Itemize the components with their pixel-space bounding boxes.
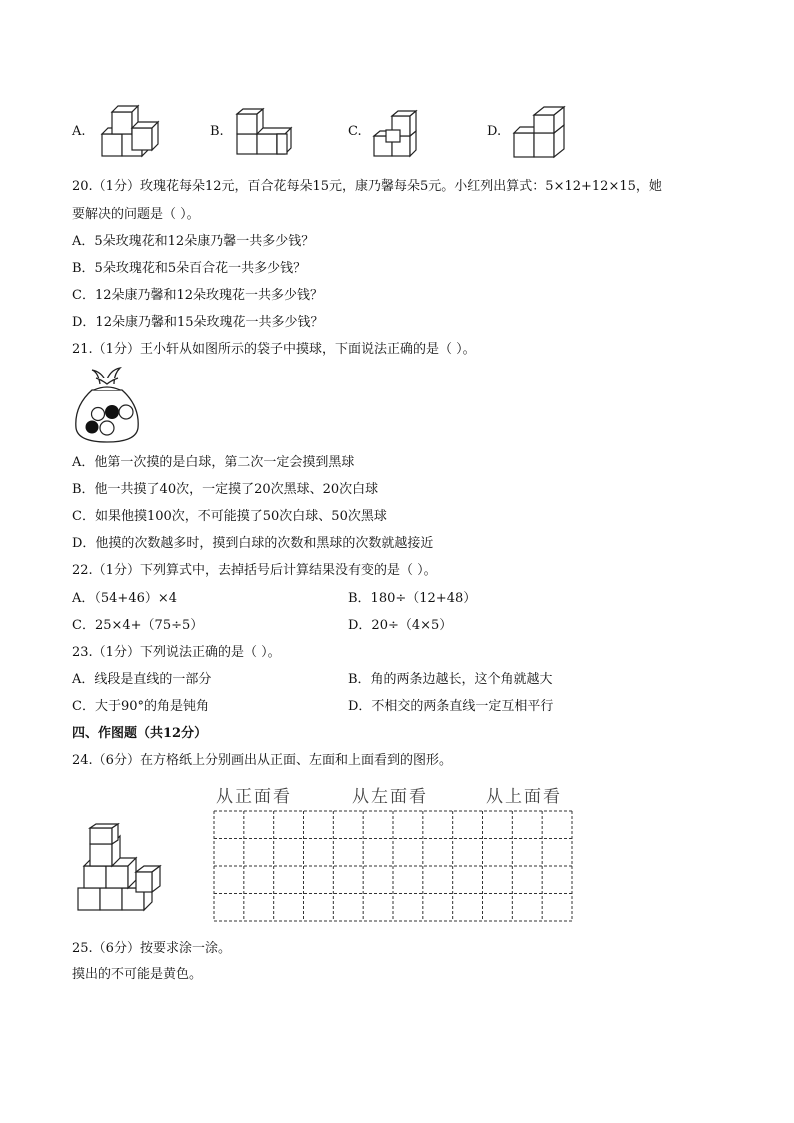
- q21-stem: 21.（1分）王小轩从如图所示的袋子中摸球，下面说法正确的是（ ）。: [72, 342, 476, 357]
- q19-option-a-figure: [100, 102, 160, 160]
- q22-stem: 22.（1分）下列算式中，去掉括号后计算结果没有变的是（ ）。: [72, 563, 437, 578]
- view-label-top: 从上面看: [486, 787, 562, 807]
- q23-stem: 23.（1分）下列说法正确的是（ ）。: [72, 645, 281, 660]
- q20-stem-line2: 要解决的问题是（ ）。: [72, 207, 200, 222]
- view-label-front: 从正面看: [216, 787, 292, 807]
- q21-option-c[interactable]: C．如果他摸100次，不可能摸了50次白球、50次黑球: [72, 509, 387, 524]
- q19-option-d-figure: [512, 103, 568, 161]
- cube-stack-figure: [76, 824, 166, 914]
- q21-option-d[interactable]: D．他摸的次数越多时，摸到白球的次数和黑球的次数就越接近: [72, 536, 434, 551]
- q23-option-d[interactable]: D．不相交的两条直线一定互相平行: [348, 699, 554, 714]
- q19-option-c-label: C.: [348, 124, 362, 139]
- q20-option-c[interactable]: C．12朵康乃馨和12朵玫瑰花一共多少钱？: [72, 288, 324, 303]
- q19-option-b-label: B.: [210, 124, 224, 139]
- q25-stem: 25.（6分）按要求涂一涂。: [72, 941, 231, 956]
- q21-option-b[interactable]: B．他一共摸了40次，一定摸了20次黑球、20次白球: [72, 482, 379, 497]
- ball-bag-image: [72, 366, 142, 444]
- q23-option-c[interactable]: C．大于90°的角是钝角: [72, 699, 209, 714]
- drawing-grid[interactable]: [213, 810, 573, 922]
- q22-option-d[interactable]: D．20÷（4×5）: [348, 618, 453, 633]
- q22-option-a[interactable]: A．（54+46）×4: [72, 591, 178, 606]
- q25-subtext: 摸出的不可能是黄色。: [72, 967, 203, 982]
- q20-option-b[interactable]: B．5朵玫瑰花和5朵百合花一共多少钱？: [72, 261, 307, 276]
- q19-option-b-figure: [235, 108, 295, 158]
- q22-option-c[interactable]: C．25×4+（75÷5）: [72, 618, 204, 633]
- q22-option-b[interactable]: B．180÷（12+48）: [348, 591, 477, 606]
- q24-stem: 24.（6分）在方格纸上分别画出从正面、左面和上面看到的图形。: [72, 753, 452, 768]
- q19-option-a-label: A.: [72, 124, 86, 139]
- view-label-left: 从左面看: [352, 787, 428, 807]
- section-4-title: 四、作图题（共12分）: [72, 726, 208, 741]
- q20-stem-line1: 20.（1分）玫瑰花每朵12元，百合花每朵15元，康乃馨每朵5元。小红列出算式：5×12+12×15，她: [72, 179, 662, 194]
- q23-option-a[interactable]: A．线段是直线的一部分: [72, 672, 212, 687]
- q20-option-a[interactable]: A．5朵玫瑰花和12朵康乃馨一共多少钱？: [72, 234, 315, 249]
- q19-option-c-figure: [372, 106, 422, 160]
- q20-option-d[interactable]: D．12朵康乃馨和15朵玫瑰花一共多少钱？: [72, 315, 324, 330]
- q23-option-b[interactable]: B．角的两条边越长，这个角就越大: [348, 672, 553, 687]
- q21-option-a[interactable]: A．他第一次摸的是白球，第二次一定会摸到黑球: [72, 455, 355, 470]
- q19-option-d-label: D.: [487, 124, 502, 139]
